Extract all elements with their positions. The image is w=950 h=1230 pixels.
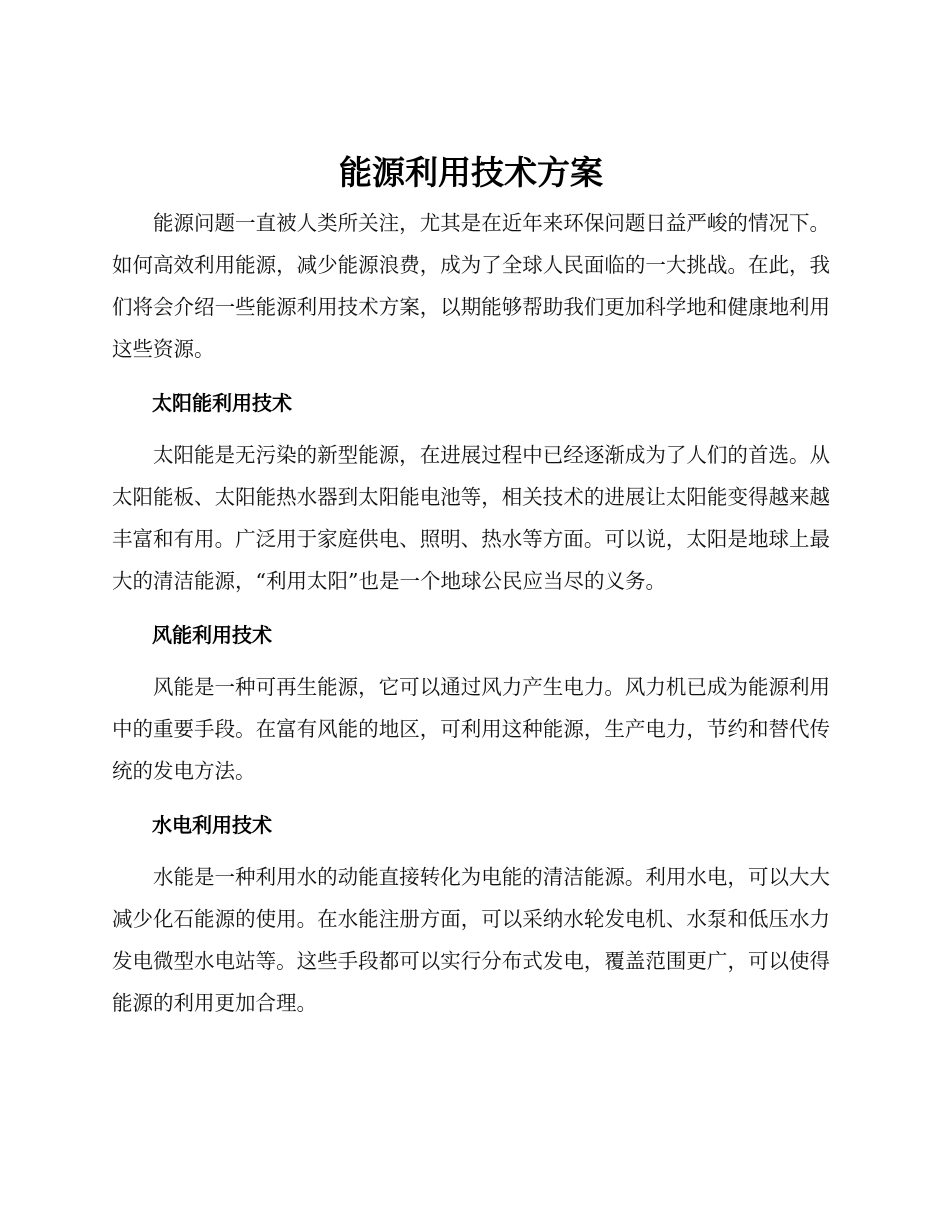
section-body-hydro: 水能是一种利用水的动能直接转化为电能的清洁能源。利用水电，可以大大减少化石能源的使用。在水能注册方面，可以采纳水轮发电机、水泵和低压水力发电微型水电站等。这些手段都可以实行分布式发电，覆盖范围更广，可以使得能源的利用更加合理。 [112,865,830,1015]
section-heading-solar: 太阳能利用技术 [152,391,292,415]
intro-paragraph: 能源问题一直被人类所关注，尤其是在近年来环保问题日益严峻的情况下。如何高效利用能源，减少能源浪费，成为了全球人民面临的一大挑战。在此，我们将会介绍一些能源利用技术方案，以期能够帮助我们更加科学地和健康地利用这些资源。 [112,211,830,361]
section-heading-hydro: 水电利用技术 [152,813,272,837]
document-title: 能源利用技术方案 [339,153,603,192]
document-content [112,150,830,1024]
section-wind [112,620,830,792]
section-body-wind: 风能是一种可再生能源，它可以通过风力产生电力。风力机已成为能源利用中的重要手段。在富有风能的地区，可利用这种能源，生产电力，节约和替代传统的发电方法。 [112,675,830,783]
section-solar [112,388,830,602]
section-body-solar: 太阳能是无污染的新型能源，在进展过程中已经逐渐成为了人们的首选。从太阳能板、太阳能热水器到太阳能电池等，相关技术的进展让太阳能变得越来越丰富和有用。广泛用于家庭供电、照明、热水等方面。可以说，太阳是地球上最大的清洁能源，“利用太阳”也是一个地球公民应当尽的义务。 [112,443,830,593]
section-hydro [112,810,830,1024]
section-heading-wind: 风能利用技术 [152,623,272,647]
